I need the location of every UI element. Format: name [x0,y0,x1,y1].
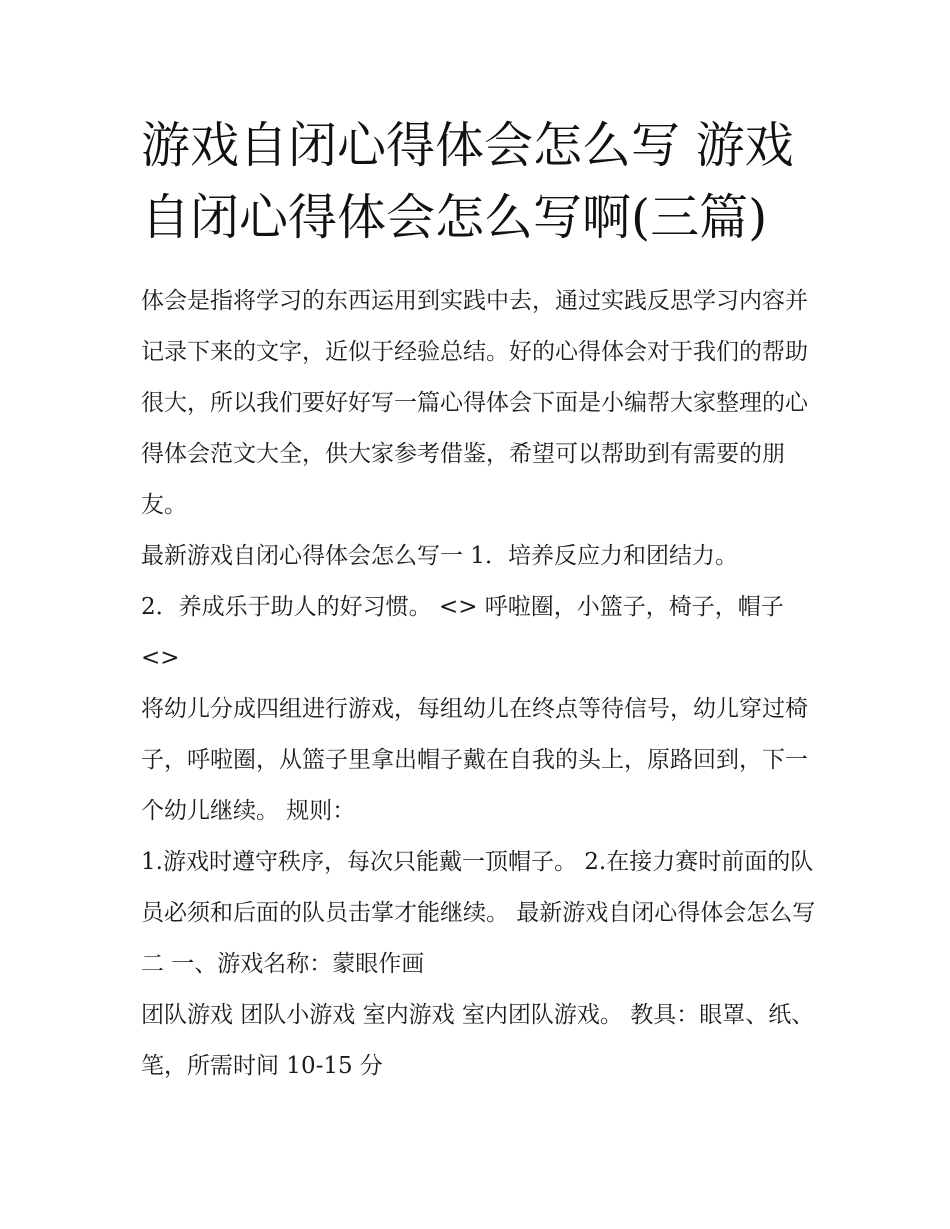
document-body [141,276,821,1092]
paragraph-rules: 1.游戏时遵守秩序，每次只能戴一顶帽子。 2.在接力赛时前面的队员必须和后面的队员击掌才能继续。 最新游戏自闭心得体会怎么写二 一、游戏名称：蒙眼作画 [141,849,816,977]
paragraph-procedure: 将幼儿分成四组进行游戏，每组幼儿在终点等待信号，幼儿穿过椅子，呼啦圈，从篮子里拿出帽子戴在自我的头上，原路回到，下一个幼儿继续。 规则： [141,696,808,824]
paragraph-materials: 团队游戏 团队小游戏 室内游戏 室内团队游戏。 教具：眼罩、纸、笔，所需时间 10-15 分 [141,1002,815,1079]
paragraph-section-one: 最新游戏自闭心得体会怎么写一 1．培养反应力和团结力。 [141,543,738,569]
document-title: 游戏自闭心得体会怎么写 游戏自闭心得体会怎么写啊(三篇) [141,117,794,246]
paragraph-intro: 体会是指将学习的东西运用到实践中去，通过实践反思学习内容并记录下来的文字，近似于经验总结。好的心得体会对于我们的帮助很大，所以我们要好好写一篇心得体会下面是小编帮大家整理的心得体会范文大全，供大家参考借鉴，希望可以帮助到有需要的朋友。 [141,288,808,518]
paragraph-goal-two: 2．养成乐于助人的好习惯。 <> 呼啦圈，小篮子，椅子，帽子 <> [141,594,784,671]
